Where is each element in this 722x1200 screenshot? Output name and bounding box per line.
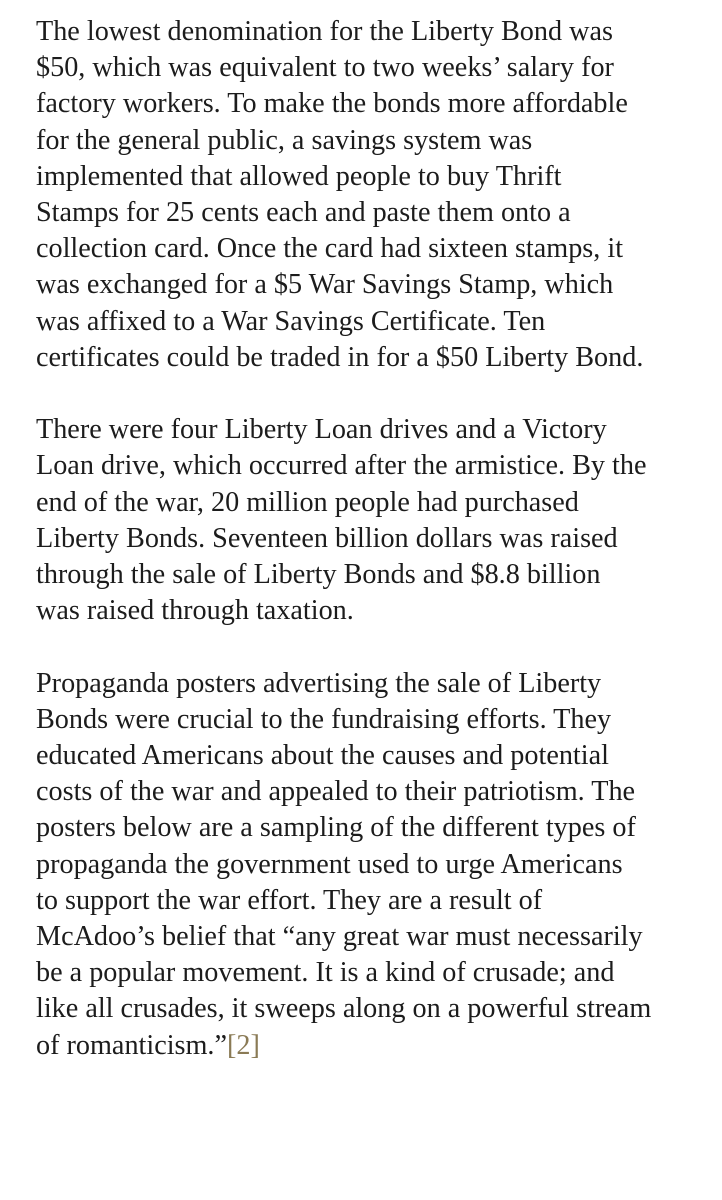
article-body (36, 14, 706, 1100)
text-line: was affixed to a War Savings Certificate. Ten (36, 305, 546, 337)
text-line: McAdoo’s belief that “any great war must necessarily (36, 921, 643, 953)
text-line: to support the war effort. They are a result of (36, 884, 543, 916)
text-line: Bonds were crucial to the fundraising efforts. They (36, 703, 612, 735)
text-line: factory workers. To make the bonds more affordable (36, 88, 628, 120)
text-line: was raised through taxation. (36, 595, 354, 627)
text-line: educated Americans about the causes and potential (36, 740, 609, 772)
text-line: end of the war, 20 million people had purchased (36, 486, 579, 518)
text-fragment: of romanticism.” (36, 1029, 227, 1061)
text-line: through the sale of Liberty Bonds and $8.8 billion (36, 559, 601, 591)
text-line: The lowest denomination for the Liberty Bond was (36, 16, 613, 47)
text-line: Liberty Bonds. Seventeen billion dollars was raised (36, 522, 618, 554)
text-line: certificates could be traded in for a $50 Liberty Bond. (36, 341, 644, 373)
text-line: Stamps for 25 cents each and paste them onto a (36, 197, 571, 229)
text-line: Propaganda posters advertising the sale of Liberty (36, 667, 602, 699)
text-line: Loan drive, which occurred after the armistice. By the (36, 450, 647, 482)
paragraph-propaganda-posters (36, 666, 706, 1064)
text-line: costs of the war and appealed to their patriotism. The (36, 776, 636, 808)
text-line: implemented that allowed people to buy Thrift (36, 160, 562, 192)
text-line-last (36, 1028, 706, 1064)
text-line: $50, which was equivalent to two weeks’ salary for (36, 52, 614, 84)
paragraph-liberty-bond-denomination (36, 14, 706, 376)
footnote-link[interactable]: [2] (227, 1029, 260, 1061)
text-line: be a popular movement. It is a kind of crusade; and (36, 957, 615, 989)
text-line: for the general public, a savings system was (36, 124, 533, 156)
paragraph-liberty-loan-drives (36, 412, 706, 629)
text-line: propaganda the government used to urge Americans (36, 848, 623, 880)
text-line: collection card. Once the card had sixteen stamps, it (36, 233, 624, 265)
text-line: like all crusades, it sweeps along on a powerful stream (36, 993, 652, 1025)
text-line: posters below are a sampling of the different types of (36, 812, 636, 844)
text-line: was exchanged for a $5 War Savings Stamp, which (36, 269, 614, 301)
text-line: There were four Liberty Loan drives and a Victory (36, 414, 607, 446)
